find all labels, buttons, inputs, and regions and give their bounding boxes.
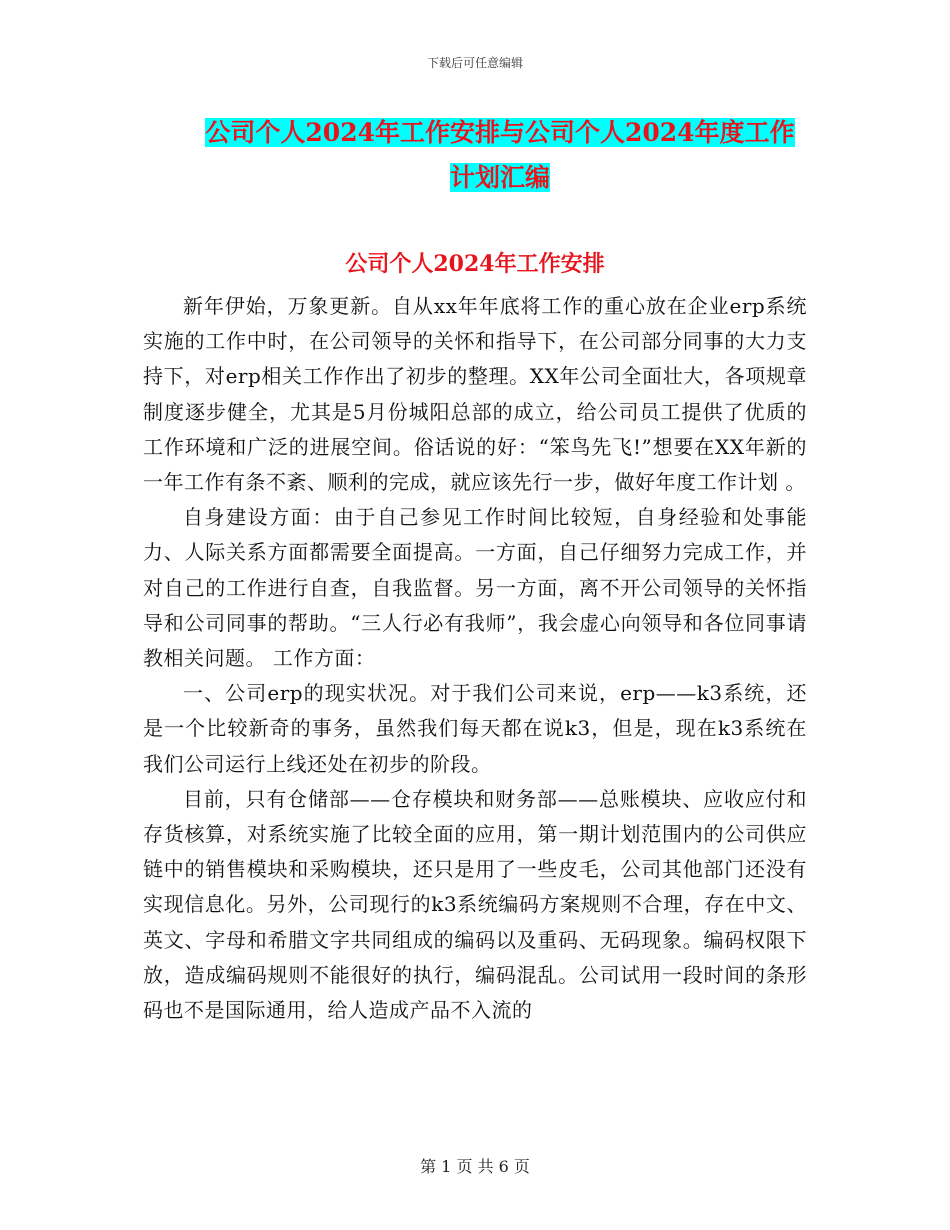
header-note: 下载后可任意编辑 <box>426 56 523 70</box>
document-title-line-1: 公司个人2024年工作安排与公司个人2024年度工作 <box>205 118 795 147</box>
paragraph: 自身建设方面：由于自己参见工作时间比较短，自身经验和处事能力、人际关系方面都需要全面提高。一方面，自己仔细努力完成工作，并对自己的工作进行自查，自我监督。另一方面，离不开公司领导的关怀指导和公司同事的帮助。“三人行必有我师”，我会虚心向领导和各位同事请教相关问题。 工作方面： <box>143 505 807 671</box>
document-title-line-2: 计划汇编 <box>449 163 550 192</box>
page-number: 第 1 页 共 6 页 <box>420 1157 530 1176</box>
paragraph: 目前，只有仓储部——仓存模块和财务部——总账模块、应收应付和存货核算，对系统实施了比较全面的应用，第一期计划范围内的公司供应链中的销售模块和采购模块，还只是用了一些皮毛，公司其他部门还没有实现信息化。另外，公司现行的k3系统编码方案规则不合理，存在中文、英文、字母和希腊文字共同组成的编码以及重码、无码现象。编码权限下放，造成编码规则不能很好的执行，编码混乱。公司试用一段时间的条形码也不是国际通用，给人造成产品不入流的 <box>143 786 807 1023</box>
paragraph: 新年伊始，万象更新。自从xx年年底将工作的重心放在企业erp系统实施的工作中时，在公司领导的关怀和指导下，在公司部分同事的大力支持下，对erp相关工作作出了初步的整理。XX年公司全面壮大，各项规章制度逐步健全，尤其是5月份城阳总部的成立，给公司员工提供了优质的工作环境和广泛的进展空间。俗话说的好：“笨鸟先飞!”想要在XX年新的一年工作有条不紊、顺利的完成，就应该先行一步，做好年度工作计划 。 <box>143 294 807 495</box>
document-body <box>143 289 807 1028</box>
document-title <box>150 110 850 200</box>
section-title: 公司个人2024年工作安排 <box>345 251 605 277</box>
paragraph: 一、公司erp的现实状况。对于我们公司来说，erp——k3系统，还是一个比较新奇的事务，虽然我们每天都在说k3，但是，现在k3系统在我们公司运行上线还处在初步的阶段。 <box>143 681 807 776</box>
